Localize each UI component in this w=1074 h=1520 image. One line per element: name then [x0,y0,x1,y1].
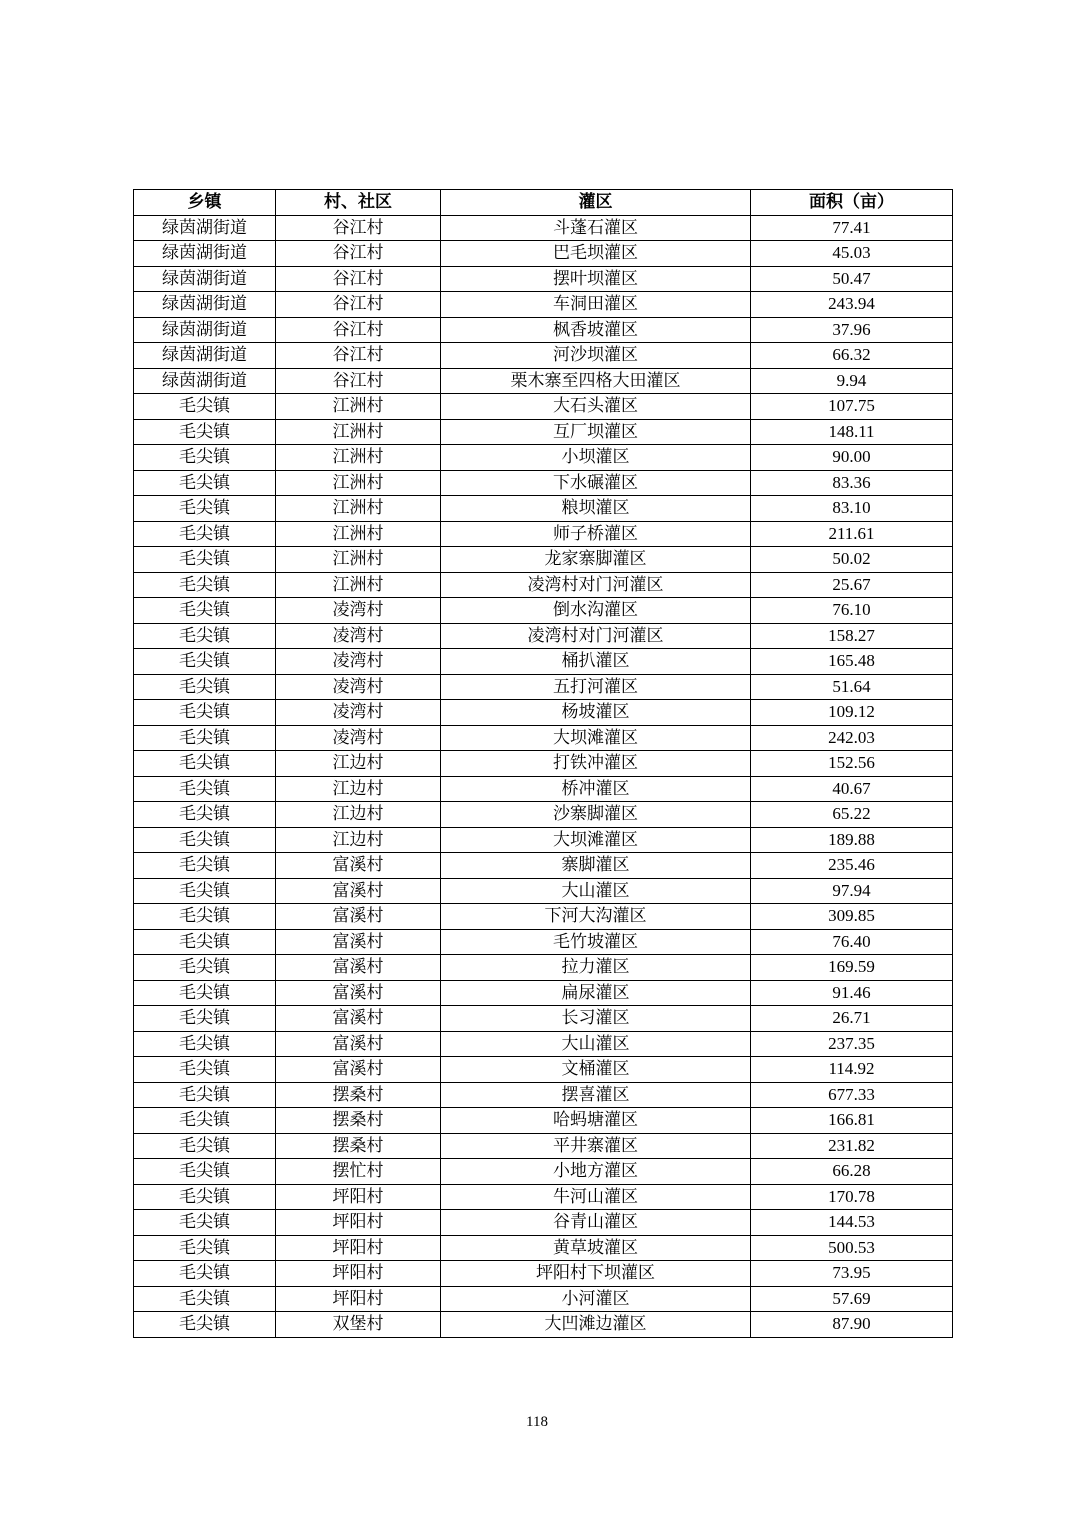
village-cell: 谷江村 [276,266,441,292]
village-cell: 富溪村 [276,1006,441,1032]
area-cell: 237.35 [751,1031,953,1057]
village-cell: 凌湾村 [276,700,441,726]
area-cell: 309.85 [751,904,953,930]
irrigation-district-cell: 小地方灌区 [441,1159,751,1185]
village-cell: 江洲村 [276,394,441,420]
area-cell: 91.46 [751,980,953,1006]
irrigation-area-table [133,189,953,1338]
table-row [134,368,953,394]
township-cell: 毛尖镇 [134,1108,276,1134]
village-cell: 摆桑村 [276,1133,441,1159]
village-cell: 谷江村 [276,317,441,343]
township-cell: 绿茵湖街道 [134,241,276,267]
area-cell: 211.61 [751,521,953,547]
village-cell: 江洲村 [276,572,441,598]
area-cell: 50.47 [751,266,953,292]
irrigation-district-cell: 小河灌区 [441,1286,751,1312]
table-row [134,1159,953,1185]
irrigation-district-cell: 师子桥灌区 [441,521,751,547]
village-cell: 摆桑村 [276,1108,441,1134]
irrigation-district-cell: 车洞田灌区 [441,292,751,318]
header-township: 乡镇 [134,190,276,216]
table-row [134,241,953,267]
township-cell: 毛尖镇 [134,419,276,445]
area-cell: 76.10 [751,598,953,624]
village-cell: 坪阳村 [276,1210,441,1236]
village-cell: 谷江村 [276,368,441,394]
irrigation-district-cell: 下河大沟灌区 [441,904,751,930]
village-cell: 谷江村 [276,292,441,318]
village-cell: 双堡村 [276,1312,441,1338]
village-cell: 富溪村 [276,1031,441,1057]
area-cell: 97.94 [751,878,953,904]
township-cell: 绿茵湖街道 [134,317,276,343]
area-cell: 169.59 [751,955,953,981]
irrigation-district-cell: 大坝滩灌区 [441,827,751,853]
village-cell: 江洲村 [276,547,441,573]
table-row [134,1235,953,1261]
irrigation-district-cell: 摆喜灌区 [441,1082,751,1108]
township-cell: 毛尖镇 [134,598,276,624]
township-cell: 毛尖镇 [134,1312,276,1338]
irrigation-district-cell: 扁尿灌区 [441,980,751,1006]
township-cell: 毛尖镇 [134,572,276,598]
table-row [134,674,953,700]
township-cell: 毛尖镇 [134,470,276,496]
area-cell: 152.56 [751,751,953,777]
table-row [134,1031,953,1057]
township-cell: 毛尖镇 [134,394,276,420]
area-cell: 73.95 [751,1261,953,1287]
table-row [134,521,953,547]
area-cell: 109.12 [751,700,953,726]
table-row [134,317,953,343]
village-cell: 凌湾村 [276,623,441,649]
irrigation-district-cell: 大坝滩灌区 [441,725,751,751]
township-cell: 毛尖镇 [134,649,276,675]
irrigation-district-cell: 互厂坝灌区 [441,419,751,445]
village-cell: 凌湾村 [276,674,441,700]
irrigation-district-cell: 倒水沟灌区 [441,598,751,624]
township-cell: 毛尖镇 [134,929,276,955]
table-row [134,394,953,420]
area-cell: 677.33 [751,1082,953,1108]
village-cell: 凌湾村 [276,598,441,624]
table-row [134,776,953,802]
village-cell: 富溪村 [276,853,441,879]
township-cell: 绿茵湖街道 [134,368,276,394]
irrigation-district-cell: 平井寨灌区 [441,1133,751,1159]
table-body [134,215,953,1337]
irrigation-district-cell: 拉力灌区 [441,955,751,981]
irrigation-district-cell: 坪阳村下坝灌区 [441,1261,751,1287]
village-cell: 富溪村 [276,980,441,1006]
irrigation-district-cell: 巴毛坝灌区 [441,241,751,267]
village-cell: 江边村 [276,751,441,777]
table-row [134,1006,953,1032]
irrigation-district-cell: 打铁冲灌区 [441,751,751,777]
irrigation-district-cell: 长习灌区 [441,1006,751,1032]
area-cell: 50.02 [751,547,953,573]
village-cell: 江洲村 [276,445,441,471]
table-row [134,1057,953,1083]
township-cell: 毛尖镇 [134,1210,276,1236]
area-cell: 235.46 [751,853,953,879]
table-row [134,725,953,751]
village-cell: 摆忙村 [276,1159,441,1185]
table-row [134,1261,953,1287]
table-row [134,572,953,598]
table-row [134,929,953,955]
area-cell: 242.03 [751,725,953,751]
village-cell: 谷江村 [276,215,441,241]
irrigation-district-cell: 凌湾村对门河灌区 [441,572,751,598]
area-cell: 114.92 [751,1057,953,1083]
irrigation-district-cell: 寨脚灌区 [441,853,751,879]
area-cell: 26.71 [751,1006,953,1032]
irrigation-district-cell: 凌湾村对门河灌区 [441,623,751,649]
table-row [134,496,953,522]
township-cell: 毛尖镇 [134,751,276,777]
irrigation-district-cell: 桥冲灌区 [441,776,751,802]
area-cell: 57.69 [751,1286,953,1312]
table-row [134,598,953,624]
township-cell: 绿茵湖街道 [134,343,276,369]
table-row [134,904,953,930]
table-row [134,623,953,649]
area-cell: 66.32 [751,343,953,369]
irrigation-district-cell: 大山灌区 [441,878,751,904]
table-row [134,1133,953,1159]
area-cell: 148.11 [751,419,953,445]
township-cell: 毛尖镇 [134,1031,276,1057]
township-cell: 绿茵湖街道 [134,292,276,318]
village-cell: 谷江村 [276,343,441,369]
area-cell: 51.64 [751,674,953,700]
township-cell: 毛尖镇 [134,700,276,726]
village-cell: 江边村 [276,802,441,828]
village-cell: 坪阳村 [276,1184,441,1210]
irrigation-district-cell: 栗木寨至四格大田灌区 [441,368,751,394]
township-cell: 毛尖镇 [134,955,276,981]
irrigation-district-cell: 牛河山灌区 [441,1184,751,1210]
header-irrigation-district: 灌区 [441,190,751,216]
township-cell: 毛尖镇 [134,1261,276,1287]
township-cell: 毛尖镇 [134,802,276,828]
village-cell: 坪阳村 [276,1261,441,1287]
village-cell: 富溪村 [276,929,441,955]
area-cell: 83.36 [751,470,953,496]
village-cell: 富溪村 [276,955,441,981]
table-row [134,1108,953,1134]
village-cell: 江洲村 [276,470,441,496]
township-cell: 绿茵湖街道 [134,215,276,241]
area-cell: 40.67 [751,776,953,802]
table-row [134,1082,953,1108]
area-cell: 90.00 [751,445,953,471]
header-village: 村、社区 [276,190,441,216]
irrigation-district-cell: 毛竹坡灌区 [441,929,751,955]
table-row [134,878,953,904]
irrigation-district-cell: 斗蓬石灌区 [441,215,751,241]
township-cell: 毛尖镇 [134,980,276,1006]
irrigation-district-cell: 谷青山灌区 [441,1210,751,1236]
area-cell: 77.41 [751,215,953,241]
table-row [134,343,953,369]
header-area-mu: 面积（亩） [751,190,953,216]
township-cell: 毛尖镇 [134,878,276,904]
area-cell: 25.67 [751,572,953,598]
township-cell: 毛尖镇 [134,674,276,700]
village-cell: 江边村 [276,776,441,802]
township-cell: 毛尖镇 [134,1133,276,1159]
table-row [134,827,953,853]
table-row [134,266,953,292]
page-number: 118 [526,1414,548,1430]
table-row [134,751,953,777]
township-cell: 毛尖镇 [134,1286,276,1312]
area-cell: 76.40 [751,929,953,955]
table-row [134,419,953,445]
township-cell: 毛尖镇 [134,853,276,879]
township-cell: 绿茵湖街道 [134,266,276,292]
area-cell: 500.53 [751,1235,953,1261]
table-row [134,445,953,471]
area-cell: 45.03 [751,241,953,267]
irrigation-district-cell: 小坝灌区 [441,445,751,471]
irrigation-district-cell: 杨坡灌区 [441,700,751,726]
table-row [134,1210,953,1236]
table-row [134,980,953,1006]
township-cell: 毛尖镇 [134,776,276,802]
township-cell: 毛尖镇 [134,1159,276,1185]
township-cell: 毛尖镇 [134,1006,276,1032]
irrigation-district-cell: 黄草坡灌区 [441,1235,751,1261]
irrigation-district-cell: 五打河灌区 [441,674,751,700]
table-row [134,215,953,241]
village-cell: 坪阳村 [276,1286,441,1312]
table-row [134,1312,953,1338]
area-cell: 165.48 [751,649,953,675]
irrigation-district-cell: 粮坝灌区 [441,496,751,522]
table-row [134,547,953,573]
village-cell: 富溪村 [276,1057,441,1083]
table-row [134,955,953,981]
irrigation-district-cell: 河沙坝灌区 [441,343,751,369]
irrigation-district-cell: 沙寨脚灌区 [441,802,751,828]
irrigation-district-cell: 哈蚂塘灌区 [441,1108,751,1134]
village-cell: 富溪村 [276,904,441,930]
township-cell: 毛尖镇 [134,521,276,547]
irrigation-district-cell: 大山灌区 [441,1031,751,1057]
village-cell: 富溪村 [276,878,441,904]
table-row [134,853,953,879]
area-cell: 158.27 [751,623,953,649]
area-cell: 189.88 [751,827,953,853]
area-cell: 170.78 [751,1184,953,1210]
table-row [134,1286,953,1312]
village-cell: 谷江村 [276,241,441,267]
area-cell: 107.75 [751,394,953,420]
township-cell: 毛尖镇 [134,904,276,930]
table-row [134,700,953,726]
township-cell: 毛尖镇 [134,725,276,751]
area-cell: 66.28 [751,1159,953,1185]
irrigation-district-cell: 下水碾灌区 [441,470,751,496]
village-cell: 摆桑村 [276,1082,441,1108]
area-cell: 87.90 [751,1312,953,1338]
area-cell: 83.10 [751,496,953,522]
village-cell: 凌湾村 [276,725,441,751]
table-row [134,649,953,675]
area-cell: 9.94 [751,368,953,394]
irrigation-district-cell: 龙家寨脚灌区 [441,547,751,573]
irrigation-district-cell: 大石头灌区 [441,394,751,420]
table-header-row [134,190,953,216]
township-cell: 毛尖镇 [134,623,276,649]
irrigation-district-cell: 桶扒灌区 [441,649,751,675]
area-cell: 243.94 [751,292,953,318]
township-cell: 毛尖镇 [134,1184,276,1210]
table-row [134,470,953,496]
township-cell: 毛尖镇 [134,1235,276,1261]
village-cell: 江洲村 [276,419,441,445]
area-cell: 166.81 [751,1108,953,1134]
village-cell: 江洲村 [276,521,441,547]
irrigation-district-cell: 大凹滩边灌区 [441,1312,751,1338]
village-cell: 坪阳村 [276,1235,441,1261]
township-cell: 毛尖镇 [134,496,276,522]
area-cell: 65.22 [751,802,953,828]
irrigation-district-cell: 文桶灌区 [441,1057,751,1083]
township-cell: 毛尖镇 [134,827,276,853]
table-row [134,1184,953,1210]
irrigation-district-cell: 枫香坡灌区 [441,317,751,343]
area-cell: 231.82 [751,1133,953,1159]
table-row [134,292,953,318]
township-cell: 毛尖镇 [134,445,276,471]
area-cell: 144.53 [751,1210,953,1236]
village-cell: 凌湾村 [276,649,441,675]
area-cell: 37.96 [751,317,953,343]
village-cell: 江边村 [276,827,441,853]
township-cell: 毛尖镇 [134,1082,276,1108]
village-cell: 江洲村 [276,496,441,522]
township-cell: 毛尖镇 [134,1057,276,1083]
table-row [134,802,953,828]
irrigation-district-cell: 摆叶坝灌区 [441,266,751,292]
township-cell: 毛尖镇 [134,547,276,573]
